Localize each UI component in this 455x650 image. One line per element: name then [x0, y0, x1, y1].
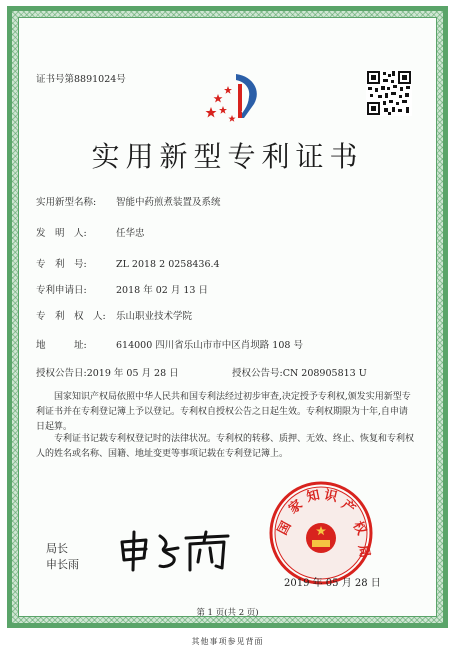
- svg-text:权: 权: [349, 519, 369, 538]
- field-label: 实用新型名称:: [36, 197, 97, 208]
- field-patent-number: [36, 256, 220, 270]
- field-inventor: [36, 225, 145, 239]
- star-icon: [214, 94, 223, 103]
- field-label: 发 明 人:: [36, 228, 87, 239]
- star-icon: [206, 107, 217, 118]
- field-value: 任华忠: [116, 228, 145, 239]
- star-icon: [219, 106, 227, 114]
- patent-office-logo: [202, 70, 272, 122]
- field-utility-model-name: [36, 194, 221, 208]
- footer-note: 其他事项参见背面: [191, 637, 264, 646]
- grant-date: 授权公告日:2019 年 05 月 28 日: [36, 368, 179, 379]
- field-value: ZL 2018 2 0258436.4: [116, 259, 220, 270]
- seal-date: 2019 年 05 月 28 日: [284, 578, 381, 589]
- certificate-number: 证书号第8891024号: [36, 74, 126, 85]
- field-label: 地 址:: [36, 340, 87, 351]
- field-application-date: [36, 282, 208, 296]
- field-address: [36, 337, 303, 351]
- svg-text:国: 国: [275, 519, 295, 538]
- field-value: 智能中药煎煮装置及系统: [116, 197, 221, 208]
- bureau-name: 申长雨: [46, 558, 79, 571]
- svg-text:知: 知: [305, 487, 322, 506]
- page-indicator: 第 1 页(共 2 页): [196, 608, 259, 618]
- field-patentee: [36, 308, 192, 322]
- svg-text:局: 局: [354, 543, 372, 560]
- star-icon: [224, 86, 232, 94]
- notice-paragraph-1: 国家知识产权局依照中华人民共和国专利法经过初步审查,决定授予专利权,颁发实用新型专利证书并在专利登记簿上予以登记。专利权自授权公告之日起生效。专利权期限为十年,自申请日起算。: [36, 392, 411, 432]
- publication-number: 授权公告号:CN 208905813 U: [232, 368, 367, 379]
- director-signature: [116, 528, 236, 574]
- field-value: 2018 年 02 月 13 日: [116, 285, 208, 296]
- field-value: 614000 四川省乐山市市中区肖坝路 108 号: [116, 340, 303, 351]
- field-value: 乐山职业技术学院: [116, 311, 193, 322]
- bureau-title: 局长: [46, 542, 68, 555]
- svg-text:识: 识: [322, 487, 339, 506]
- star-icon: [228, 115, 235, 122]
- field-label: 专利申请日:: [36, 285, 87, 296]
- certificate-title: 实用新型专利证书: [91, 140, 364, 173]
- notice-paragraph-2: 专利证书记载专利权登记时的法律状况。专利权的转移、质押、无效、终止、恢复和专利权人的姓名或名称、国籍、地址变更等事项记载在专利登记簿上。: [36, 434, 415, 459]
- national-emblem-icon: [306, 523, 336, 553]
- qr-code: [366, 70, 412, 116]
- field-label: 专 利 号:: [36, 259, 87, 270]
- field-label: 专 利 权 人:: [36, 311, 106, 322]
- svg-text:家: 家: [286, 497, 306, 518]
- svg-text:产: 产: [338, 497, 358, 518]
- official-seal: [268, 480, 374, 586]
